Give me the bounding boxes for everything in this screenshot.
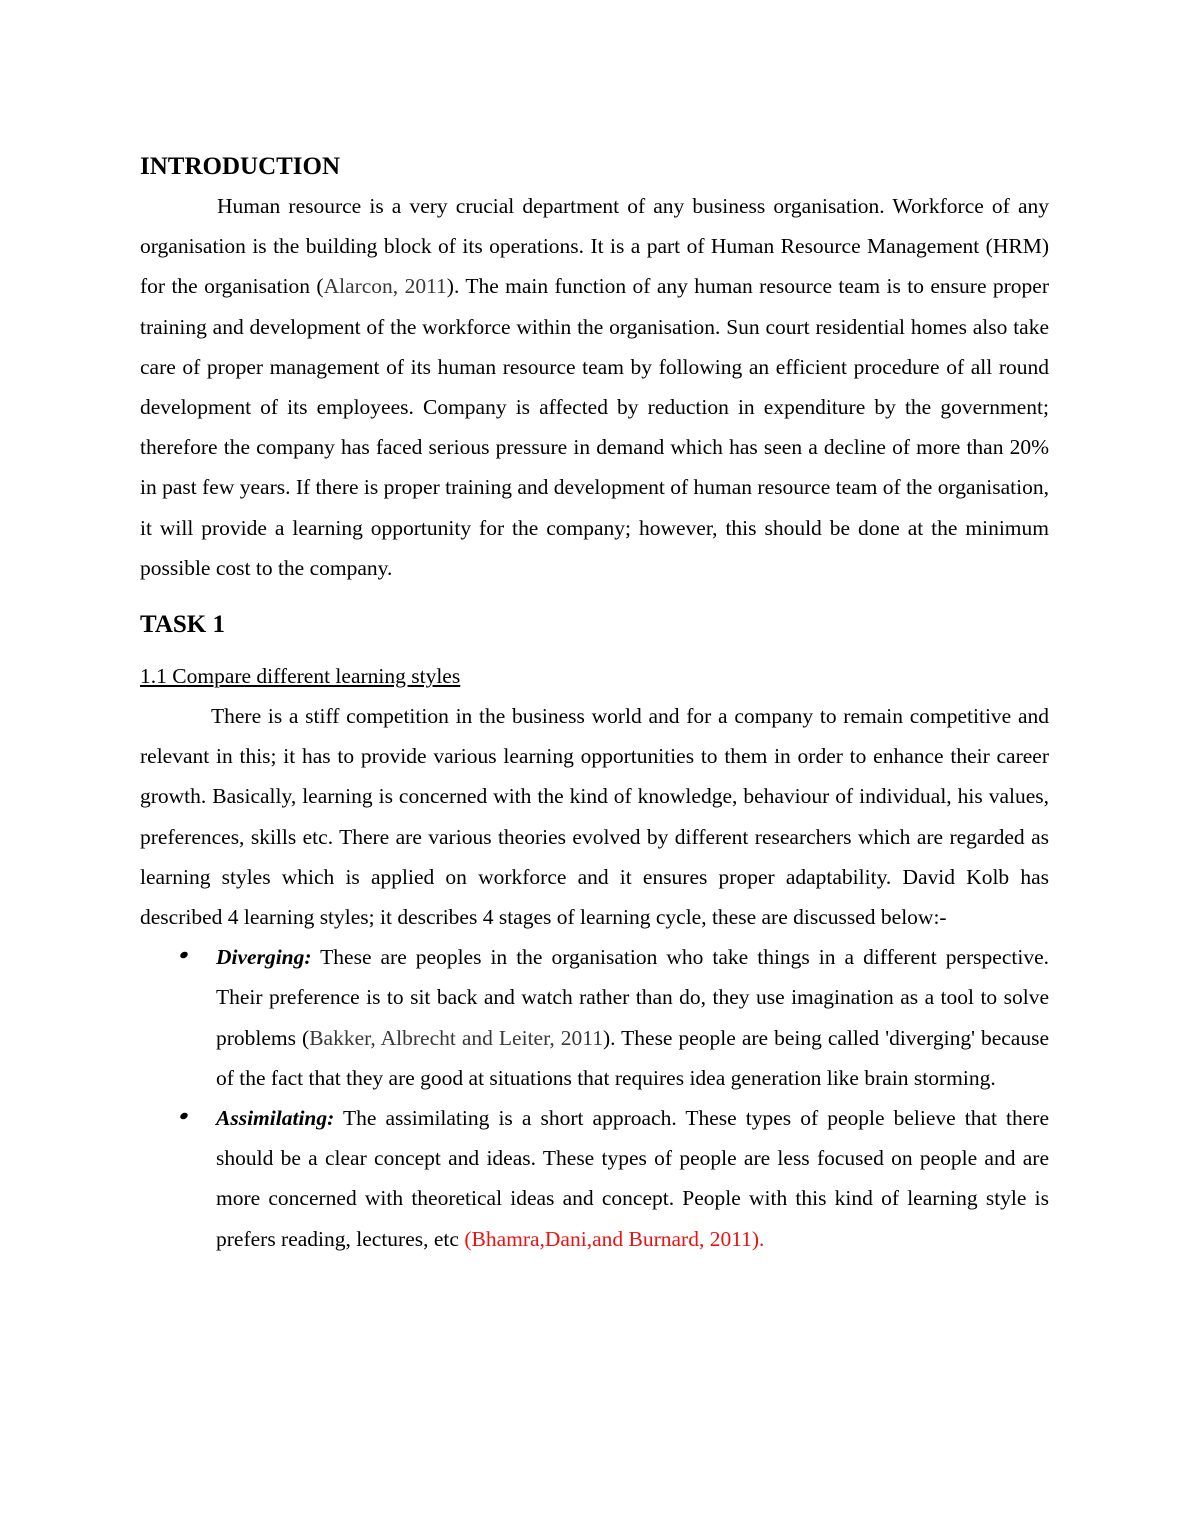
- term-diverging: Diverging:: [216, 945, 312, 970]
- section-1-1-heading: 1.1 Compare different learning styles: [140, 664, 461, 689]
- list-item-assimilating: [140, 1098, 1049, 1259]
- citation-alarcon: Alarcon, 2011: [323, 274, 447, 299]
- intro-text-part-2: ). The main function of any human resource team is to ensure proper training and development of the workforce within the organisation. Sun court residential homes also take care of proper management of its human resource team by following an efficient procedure of all round development of its employees. Company is affected by reduction in expenditure by the government; therefore the company has faced serious pressure in demand which has seen a decline of more than 20% in past few years. If there is proper training and development of human resource team of the organisation, it will provide a learning opportunity for the company; however, this should be done at the minimum possible cost to the company.: [140, 274, 1049, 580]
- task1-heading: TASK 1: [140, 611, 225, 639]
- intro-text-part-1: Human resource is a very crucial department of any business organisation. Workforce of any organisation is the building block of its operations. It is a part of Human Resource Management (HRM) for the organisation (: [140, 194, 1049, 299]
- task1-paragraph: There is a stiff competition in the business world and for a company to remain competitive and relevant in this; it has to provide various learning opportunities to them in order to enhance their career growth. Basically, learning is concerned with the kind of knowledge, behaviour of individual, his values, preferences, skills etc. There are various theories evolved by different researchers which are regarded as learning styles which is applied on workforce and it ensures proper adaptability. David Kolb has described 4 learning styles; it describes 4 stages of learning cycle, these are discussed below:-: [140, 704, 1049, 930]
- introduction-heading: INTRODUCTION: [140, 153, 341, 180]
- citation-bakker: Bakker, Albrecht and Leiter, 2011: [309, 1025, 603, 1050]
- diverging-text-a: These are peoples in the organisation who take things in a different perspective. Their preference is to sit back and watch rather than do, they use imagination as a tool to solve problems (: [216, 945, 1049, 1050]
- citation-bhamra: (Bhamra,Dani,and Burnard, 2011).: [464, 1226, 765, 1251]
- term-assimilating: Assimilating:: [216, 1106, 335, 1131]
- document-page: [140, 150, 1049, 1259]
- assimilating-text-a: The assimilating is a short approach. These types of people believe that there should be a clear concept and ideas. These types of people are less focused on people and are more concerned with theoretical ideas and concept. People with this kind of learning style is prefers reading, lectures, etc: [216, 1106, 1049, 1251]
- bullet-icon: [179, 1111, 189, 1120]
- list-item-diverging: [140, 937, 1049, 1098]
- learning-styles-list: [140, 937, 1049, 1259]
- diverging-text-b: ). These people are being called 'diverging' because of the fact that they are good at situations that requires idea generation like brain storming.: [216, 1025, 1049, 1090]
- bullet-icon: [179, 951, 189, 960]
- introduction-paragraph: [140, 186, 1049, 588]
